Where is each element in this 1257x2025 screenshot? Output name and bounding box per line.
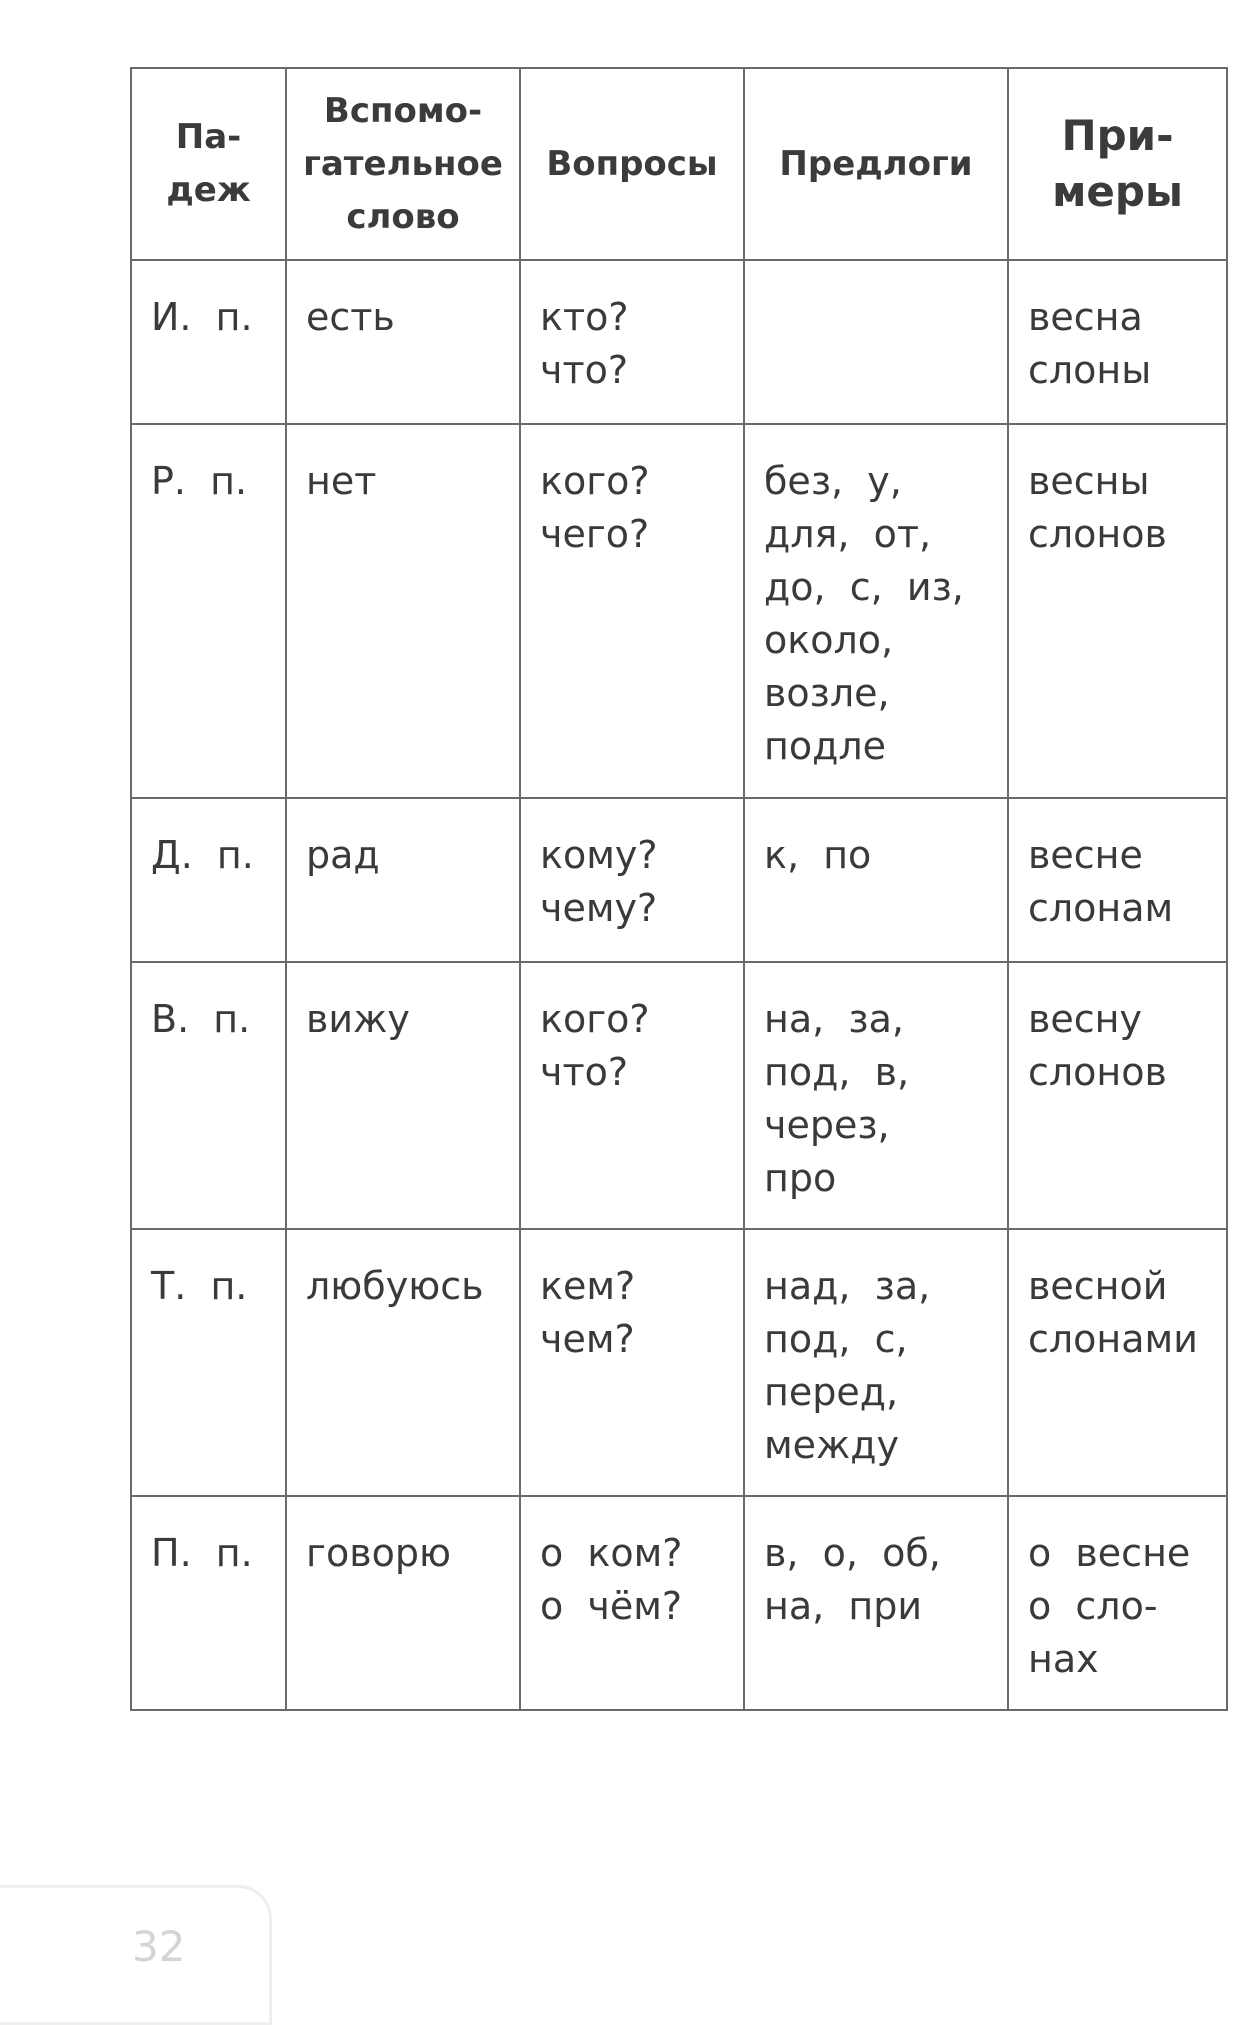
aux-word-cell: [286, 798, 520, 962]
cell-line: любуюсь: [306, 1264, 484, 1308]
cell-line: над, за,: [764, 1264, 931, 1308]
prepositions-cell: [744, 798, 1008, 962]
cell-line: о чём?: [540, 1584, 683, 1628]
cell-line: Д. п.: [151, 833, 254, 877]
table-row: [131, 424, 1227, 798]
cell-line: весны: [1028, 459, 1150, 503]
header-line: Па-: [175, 117, 242, 157]
header-questions: [520, 68, 744, 260]
cell-line: П. п.: [151, 1531, 253, 1575]
questions-cell: [520, 1496, 744, 1710]
cell-line: слонов: [1028, 512, 1167, 556]
cell-line: около,: [764, 618, 894, 662]
header-line: гательное: [303, 143, 503, 184]
cell-line: через,: [764, 1103, 890, 1147]
cell-line: для, от,: [764, 512, 932, 556]
page-number: 32: [132, 1922, 186, 1971]
cell-line: чем?: [540, 1317, 635, 1361]
examples-cell: [1008, 962, 1227, 1229]
cell-line: до, с, из,: [764, 565, 964, 609]
cell-line: В. п.: [151, 997, 251, 1041]
cell-line: чему?: [540, 886, 658, 930]
examples-cell: [1008, 1229, 1227, 1496]
questions-cell: [520, 1229, 744, 1496]
header-line: Вопросы: [546, 143, 718, 184]
cell-line: чего?: [540, 512, 650, 556]
aux-word-cell: [286, 260, 520, 424]
cell-line: Р. п.: [151, 459, 248, 503]
cell-line: о сло-: [1028, 1584, 1158, 1628]
header-aux-word: [286, 68, 520, 260]
case-cell: [131, 424, 286, 798]
cell-line: кого?: [540, 459, 650, 503]
table-row: [131, 962, 1227, 1229]
cell-line: кто?: [540, 295, 629, 339]
questions-cell: [520, 424, 744, 798]
cell-line: кем?: [540, 1264, 636, 1308]
header-line: Предлоги: [779, 143, 973, 184]
cell-line: кого?: [540, 997, 650, 1041]
questions-cell: [520, 962, 744, 1229]
table-row: [131, 1496, 1227, 1710]
cell-line: между: [764, 1423, 900, 1467]
prepositions-cell: [744, 1229, 1008, 1496]
cell-line: кому?: [540, 833, 658, 877]
header-row: [131, 68, 1227, 260]
table-row: [131, 798, 1227, 962]
cell-line: без, у,: [764, 459, 902, 503]
header-line: меры: [1052, 167, 1183, 216]
cell-line: есть: [306, 295, 395, 339]
cell-line: слонам: [1028, 886, 1174, 930]
table-row: [131, 260, 1227, 424]
cell-line: весна: [1028, 295, 1143, 339]
table-row: [131, 1229, 1227, 1496]
cell-line: в, о, об,: [764, 1531, 941, 1575]
questions-cell: [520, 798, 744, 962]
cell-line: И. п.: [151, 295, 253, 339]
case-cell: [131, 962, 286, 1229]
examples-cell: [1008, 798, 1227, 962]
aux-word-cell: [286, 1229, 520, 1496]
header-line: Вспомо-: [323, 90, 483, 131]
prepositions-cell: [744, 424, 1008, 798]
header-case: [131, 68, 286, 260]
aux-word-cell: [286, 962, 520, 1229]
cell-line: слоны: [1028, 348, 1152, 392]
case-cell: [131, 798, 286, 962]
cell-line: нет: [306, 459, 377, 503]
cell-line: под, в,: [764, 1050, 910, 1094]
prepositions-cell: [744, 260, 1008, 424]
aux-word-cell: [286, 424, 520, 798]
cell-line: возле,: [764, 671, 890, 715]
cell-line: о весне: [1028, 1531, 1191, 1575]
aux-word-cell: [286, 1496, 520, 1710]
header-line: слово: [346, 196, 460, 237]
cell-line: про: [764, 1156, 837, 1200]
cell-line: весну: [1028, 997, 1142, 1041]
cell-line: весне: [1028, 833, 1143, 877]
examples-cell: [1008, 260, 1227, 424]
examples-cell: [1008, 1496, 1227, 1710]
cell-line: нах: [1028, 1637, 1099, 1681]
cell-line: о ком?: [540, 1531, 683, 1575]
examples-cell: [1008, 424, 1227, 798]
case-cell: [131, 1496, 286, 1710]
cell-line: вижу: [306, 997, 410, 1041]
case-cell: [131, 260, 286, 424]
cell-line: на, за,: [764, 997, 904, 1041]
cell-line: говорю: [306, 1531, 451, 1575]
questions-cell: [520, 260, 744, 424]
cell-line: слонов: [1028, 1050, 1167, 1094]
cell-line: что?: [540, 348, 629, 392]
cell-line: что?: [540, 1050, 629, 1094]
cell-line: весной: [1028, 1264, 1168, 1308]
cell-line: перед,: [764, 1370, 899, 1414]
cell-line: на, при: [764, 1584, 923, 1628]
header-prepositions: [744, 68, 1008, 260]
header-examples: [1008, 68, 1227, 260]
header-line: деж: [166, 170, 251, 210]
cell-line: слонами: [1028, 1317, 1198, 1361]
prepositions-cell: [744, 962, 1008, 1229]
cell-line: подле: [764, 724, 887, 768]
case-cell: [131, 1229, 286, 1496]
cell-line: Т. п.: [151, 1264, 248, 1308]
header-line: При-: [1061, 111, 1174, 160]
case-table: [130, 67, 1228, 1711]
cell-line: рад: [306, 833, 380, 877]
table-body: [131, 260, 1227, 1710]
cell-line: к, по: [764, 833, 872, 877]
cell-line: под, с,: [764, 1317, 908, 1361]
prepositions-cell: [744, 1496, 1008, 1710]
